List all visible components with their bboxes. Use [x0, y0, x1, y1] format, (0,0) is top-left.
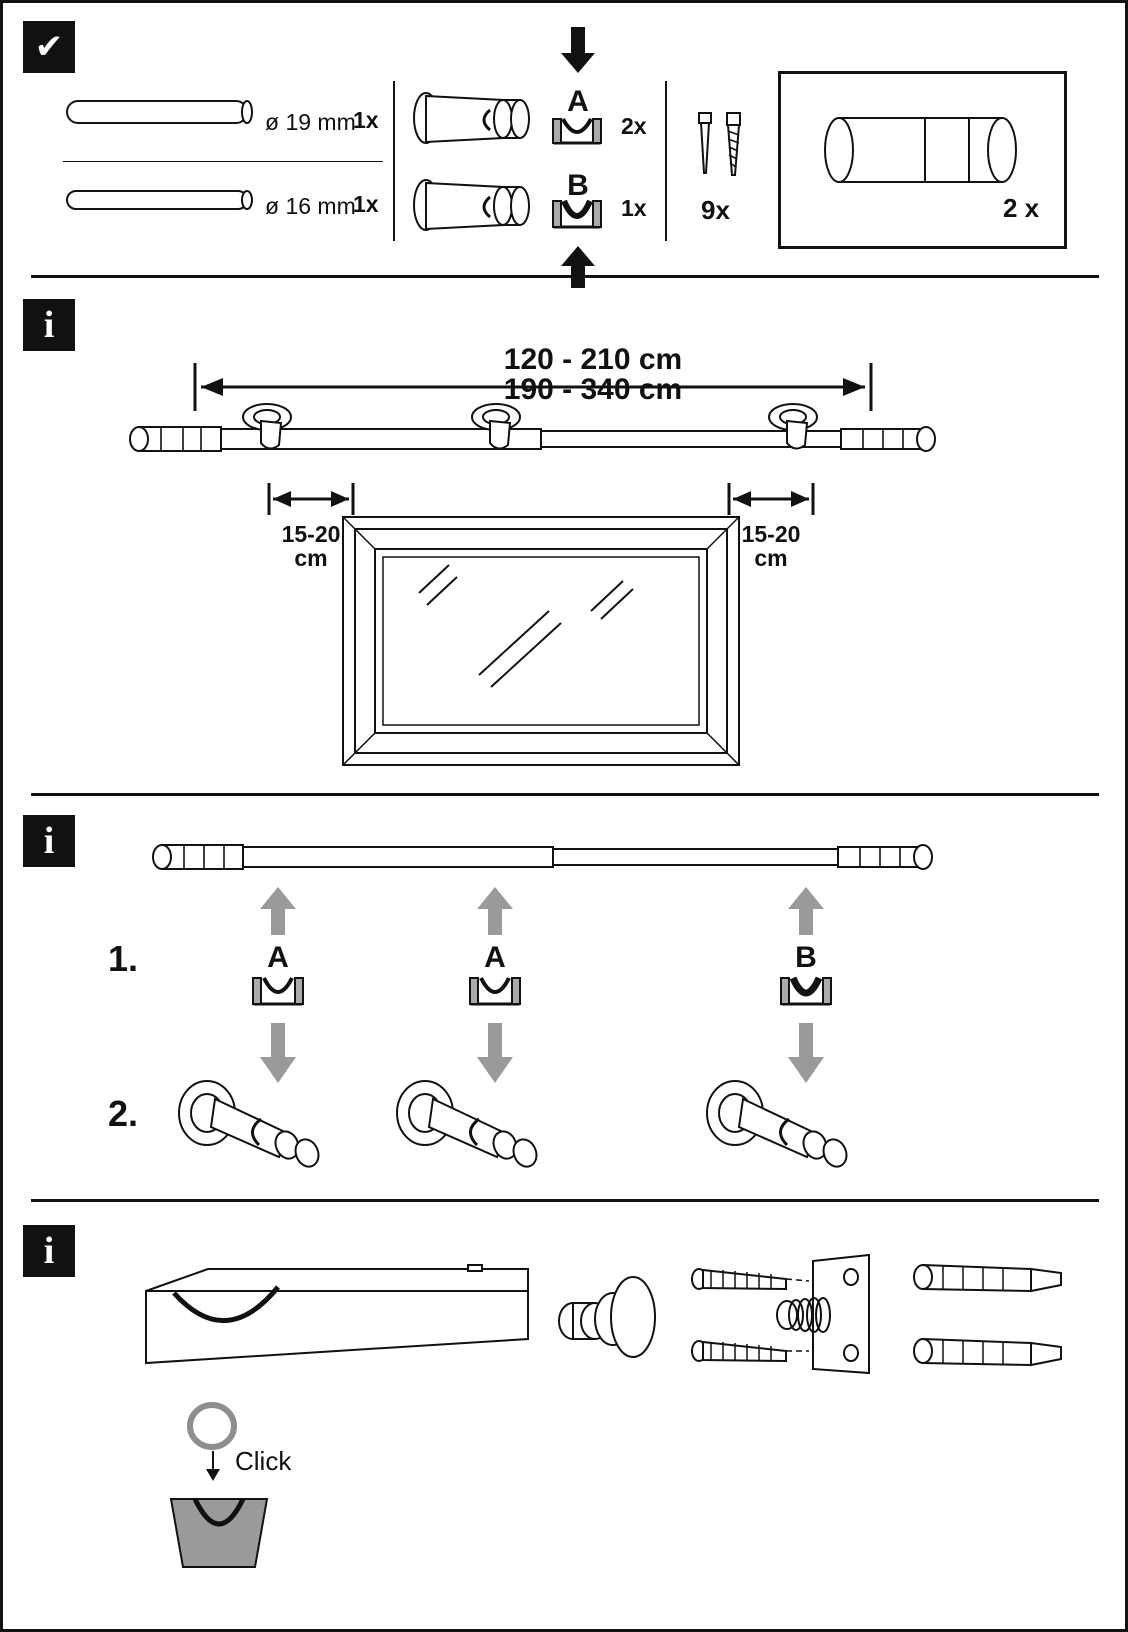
- rod-16mm-illustration: [63, 181, 263, 219]
- mounted-rod-illustration: [121, 399, 961, 475]
- bracket-illustration-bottom: [408, 175, 543, 235]
- parts-separator-2: [665, 81, 667, 241]
- check-icon: ✔: [23, 21, 75, 73]
- margin-right-dimension: [721, 481, 821, 517]
- assembly-clip-label-3: B: [795, 941, 817, 974]
- assembly-clip-a-1: [251, 975, 305, 1009]
- section-divider-2: [31, 793, 1099, 796]
- assembly-clip-label-1: A: [267, 941, 289, 974]
- clip-channel-illustration: [138, 1261, 538, 1373]
- assembly-arrow-up-1: [258, 887, 298, 935]
- bracket-mounted-1: [175, 1075, 335, 1175]
- screws-illustration: [691, 111, 751, 191]
- clip-a-illustration: [551, 115, 603, 149]
- ring-icon: [183, 1401, 241, 1451]
- rod-16mm-label: ø 16 mm: [265, 193, 356, 219]
- assembly-arrow-down-2: [475, 1023, 515, 1083]
- assembly-arrow-down-1: [258, 1023, 298, 1083]
- clip-b-illustration: [551, 197, 603, 233]
- margin-left-label-2: cm: [294, 545, 328, 571]
- rod-assembly-illustration: [148, 831, 958, 887]
- clip-a-label: A: [567, 85, 589, 118]
- assembly-arrow-up-2: [475, 887, 515, 935]
- section-divider-1: [31, 275, 1099, 278]
- assembly-clip-b: [779, 975, 833, 1009]
- length-range-top: 120 - 210 cm: [503, 343, 683, 376]
- bracket-mounted-2: [393, 1075, 553, 1175]
- screws-qty: 9x: [701, 195, 730, 225]
- assembly-arrow-down-3: [786, 1023, 826, 1083]
- window-illustration: [341, 515, 741, 767]
- rod-16mm-qty: 1x: [353, 191, 379, 217]
- rod-19mm-illustration: [63, 93, 263, 131]
- assembly-arrow-up-3: [786, 887, 826, 935]
- click-label: Click: [235, 1446, 292, 1476]
- assembly-clip-a-2: [468, 975, 522, 1009]
- assembly-clip-label-2: A: [484, 941, 506, 974]
- endcaps-qty: 2 x: [1003, 193, 1040, 223]
- arrow-up-icon: [558, 246, 598, 290]
- parts-divider: [63, 161, 383, 162]
- bracket-mounted-3: [703, 1075, 863, 1175]
- arrow-down-icon: [558, 25, 598, 75]
- clip-b-label: B: [567, 169, 589, 202]
- clip-b-qty: 1x: [621, 195, 647, 221]
- info-icon-mounting: i: [23, 1225, 75, 1277]
- clip-a-qty: 2x: [621, 113, 647, 139]
- rod-19mm-qty: 1x: [353, 107, 379, 133]
- rod-19mm-label: ø 19 mm: [265, 109, 356, 135]
- bracket-illustration-top: [408, 88, 543, 148]
- step-1-number: 1.: [108, 938, 139, 979]
- margin-left-dimension: [261, 481, 361, 517]
- clip-click-illustration: [161, 1493, 277, 1573]
- parts-separator-1: [393, 81, 395, 241]
- wall-mount-exploded-illustration: [551, 1251, 1071, 1381]
- margin-right-label-1: 15-20: [741, 521, 801, 547]
- step-2-number: 2.: [108, 1093, 139, 1134]
- info-icon-measure: i: [23, 299, 75, 351]
- section-divider-3: [31, 1199, 1099, 1202]
- info-icon-assembly: i: [23, 815, 75, 867]
- margin-right-label-2: cm: [754, 545, 788, 571]
- click-arrow-icon: [199, 1451, 227, 1483]
- length-range-bottom: 190 - 340 cm: [503, 373, 683, 406]
- margin-left-label-1: 15-20: [281, 521, 341, 547]
